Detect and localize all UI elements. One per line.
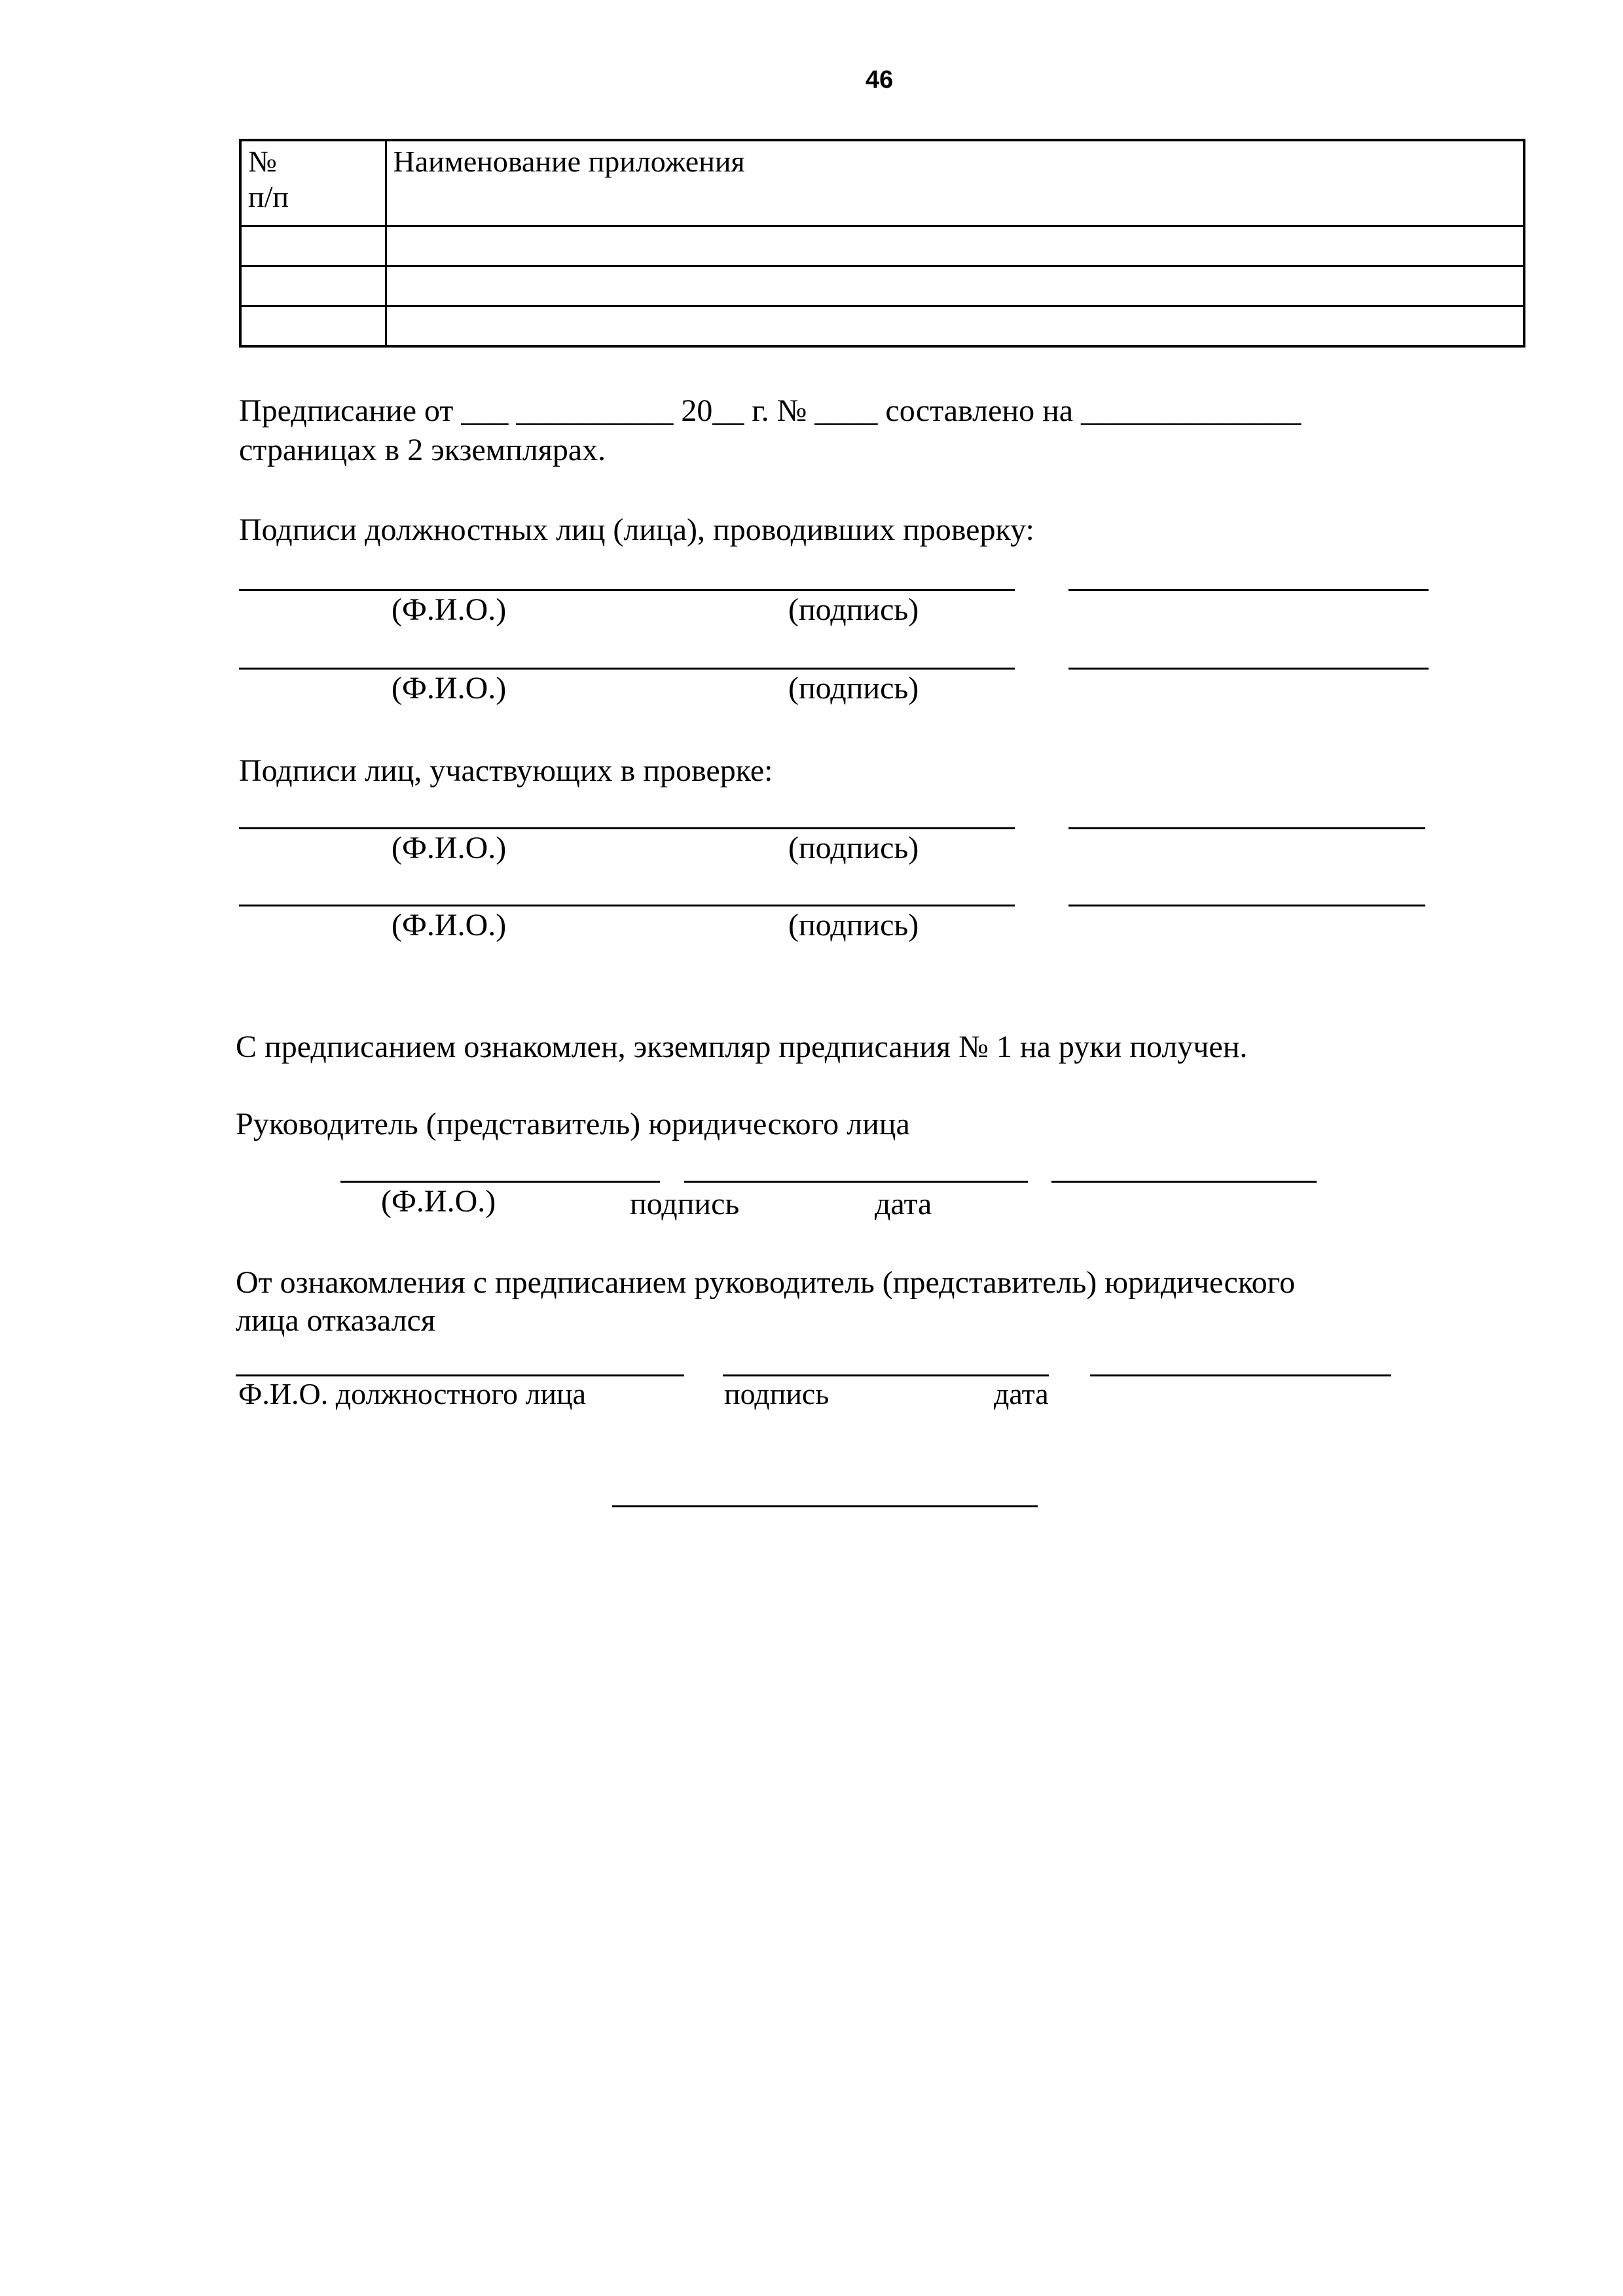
inspector-1-fio-caption: (Ф.И.О.) — [392, 592, 507, 627]
table-cell-number — [240, 306, 386, 347]
head-signature-caption: подпись — [630, 1187, 740, 1221]
participant-2-fio-caption: (Ф.И.О.) — [392, 908, 507, 942]
closing-separator-line — [612, 1505, 1038, 1507]
participant-2-extra-line — [1068, 905, 1425, 906]
head-date-line — [1051, 1181, 1317, 1183]
page-number: 46 — [866, 66, 894, 94]
table-cell-number — [240, 266, 386, 306]
attachments-table — [239, 139, 1525, 348]
participant-1-fio-signature-line — [239, 827, 1015, 829]
column-header-number — [240, 140, 386, 226]
inspector-2-fio-signature-line — [239, 668, 1015, 670]
table-cell-name — [386, 226, 1524, 266]
official-date-line — [1090, 1374, 1391, 1376]
table-row — [240, 266, 1524, 306]
table-cell-number — [240, 226, 386, 266]
inspector-1-extra-line — [1068, 589, 1429, 591]
head-date-caption: дата — [875, 1187, 932, 1221]
table-row — [240, 306, 1524, 347]
inspector-1-fio-signature-line — [239, 589, 1015, 591]
head-representative-label: Руководитель (представитель) юридического лица — [236, 1107, 910, 1141]
column-header-number-line1: № — [248, 145, 277, 178]
participant-1-signature-caption: (подпись) — [788, 831, 919, 865]
inspector-2-extra-line — [1068, 668, 1429, 670]
refusal-text-line2: лица отказался — [236, 1303, 435, 1338]
participant-2-fio-signature-line — [239, 905, 1015, 906]
inspector-2-fio-caption: (Ф.И.О.) — [392, 671, 507, 706]
head-signature-line — [684, 1181, 1028, 1183]
prescription-statement-line1: Предписание от ___ __________ 20__ г. № ____ составлено на ______________ — [239, 393, 1302, 428]
inspectors-section-title: Подписи должностных лиц (лица), проводивших проверку: — [239, 512, 1034, 547]
refusal-text-line1: От ознакомления с предписанием руководитель (представитель) юридического — [236, 1265, 1296, 1300]
participant-2-signature-caption: (подпись) — [788, 908, 919, 942]
participant-1-extra-line — [1068, 827, 1425, 829]
official-fio-caption: Ф.И.О. должностного лица — [238, 1377, 587, 1410]
participants-section-title: Подписи лиц, участвующих в проверке: — [239, 753, 773, 788]
table-header-row — [240, 140, 1524, 226]
head-fio-caption: (Ф.И.О.) — [381, 1184, 496, 1219]
column-header-number-line2: п/п — [248, 180, 289, 213]
table-row — [240, 226, 1524, 266]
table-cell-name — [386, 266, 1524, 306]
inspector-2-signature-caption: (подпись) — [788, 671, 919, 706]
prescription-statement-line2: страницах в 2 экземплярах. — [239, 433, 606, 467]
column-header-name: Наименование приложения — [386, 140, 1524, 226]
table-cell-name — [386, 306, 1524, 347]
participant-1-fio-caption: (Ф.И.О.) — [392, 831, 507, 865]
head-fio-line — [340, 1181, 660, 1183]
official-date-caption: дата — [994, 1377, 1049, 1410]
inspector-1-signature-caption: (подпись) — [788, 592, 919, 627]
acknowledgement-text: С предписанием ознакомлен, экземпляр предписания № 1 на руки получен. — [236, 1030, 1248, 1064]
official-signature-caption: подпись — [724, 1377, 830, 1410]
